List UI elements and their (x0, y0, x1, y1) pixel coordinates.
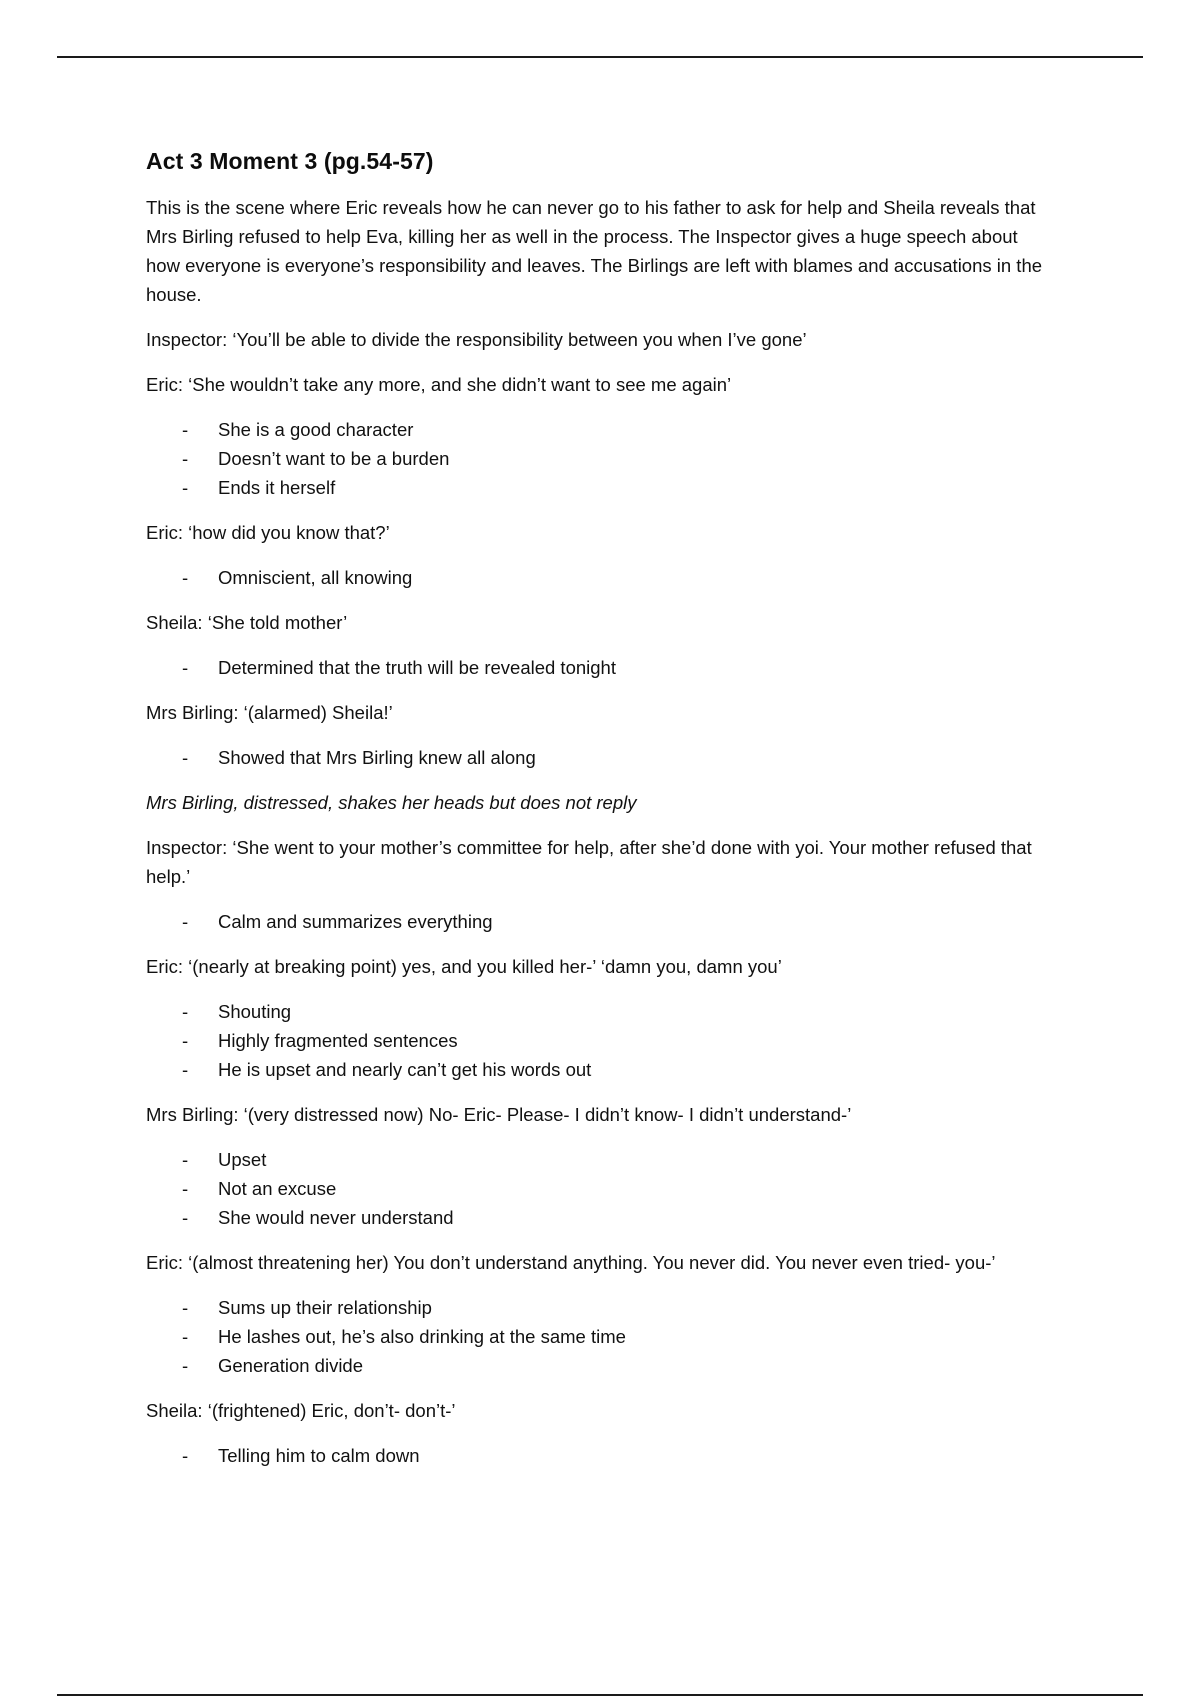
note-item: - He is upset and nearly can’t get his words out (146, 1055, 1046, 1084)
notes-list (146, 563, 1046, 592)
quote-paragraph: Sheila: ‘(frightened) Eric, don’t- don’t-’ (146, 1400, 456, 1421)
note-item: - She is a good character (146, 415, 1046, 444)
note-item: - He lashes out, he’s also drinking at the same time (146, 1322, 1046, 1351)
intro-paragraph: This is the scene where Eric reveals how he can never go to his father to ask for help and Sheila reveals that Mrs Birling refused to help Eva, killing her as well in the process. The Inspector gives a huge speech about how everyone is everyone’s responsibility and leaves. The Birlings are left with blames and accusations in the house. (146, 197, 1043, 305)
note-item: - Highly fragmented sentences (146, 1026, 1046, 1055)
note-item: - Telling him to calm down (146, 1441, 1046, 1470)
quote-paragraph: Mrs Birling: ‘(very distressed now) No- Eric- Please- I didn’t know- I didn’t understand-’ (146, 1104, 852, 1125)
notes-list (146, 653, 1046, 682)
notes-list (146, 1145, 1046, 1232)
notes-list (146, 1441, 1046, 1470)
quote-paragraph: Sheila: ‘She told mother’ (146, 612, 348, 633)
note-item: - Omniscient, all knowing (146, 563, 1046, 592)
note-item: - Upset (146, 1145, 1046, 1174)
document-body (146, 148, 1046, 1486)
quote-paragraph: Mrs Birling: ‘(alarmed) Sheila!’ (146, 702, 393, 723)
quote-paragraph: Eric: ‘(nearly at breaking point) yes, and you killed her-’ ‘damn you, damn you’ (146, 956, 782, 977)
notes-list (146, 907, 1046, 936)
stage-direction: Mrs Birling, distressed, shakes her heads but does not reply (146, 792, 637, 813)
quote-paragraph: Eric: ‘(almost threatening her) You don’t understand anything. You never did. You never even tried- you-’ (146, 1252, 996, 1273)
note-item: - Calm and summarizes everything (146, 907, 1046, 936)
note-item: - Shouting (146, 997, 1046, 1026)
note-item: - She would never understand (146, 1203, 1046, 1232)
note-item: - Doesn’t want to be a burden (146, 444, 1046, 473)
note-item: - Showed that Mrs Birling knew all along (146, 743, 1046, 772)
top-rule (57, 56, 1143, 58)
quote-paragraph: Inspector: ‘You’ll be able to divide the responsibility between you when I’ve gone’ (146, 329, 807, 350)
bottom-rule (57, 1694, 1143, 1696)
note-item: - Not an excuse (146, 1174, 1046, 1203)
quote-paragraph: Eric: ‘She wouldn’t take any more, and she didn’t want to see me again’ (146, 374, 732, 395)
note-item: - Determined that the truth will be revealed tonight (146, 653, 1046, 682)
notes-list (146, 415, 1046, 502)
notes-list (146, 997, 1046, 1084)
quote-paragraph: Inspector: ‘She went to your mother’s committee for help, after she’d done with yoi. Your mother refused that help.’ (146, 837, 1032, 887)
notes-list (146, 743, 1046, 772)
notes-list (146, 1293, 1046, 1380)
quote-paragraph: Eric: ‘how did you know that?’ (146, 522, 390, 543)
page-title: Act 3 Moment 3 (pg.54-57) (146, 148, 434, 174)
note-item: - Ends it herself (146, 473, 1046, 502)
note-item: - Sums up their relationship (146, 1293, 1046, 1322)
note-item: - Generation divide (146, 1351, 1046, 1380)
